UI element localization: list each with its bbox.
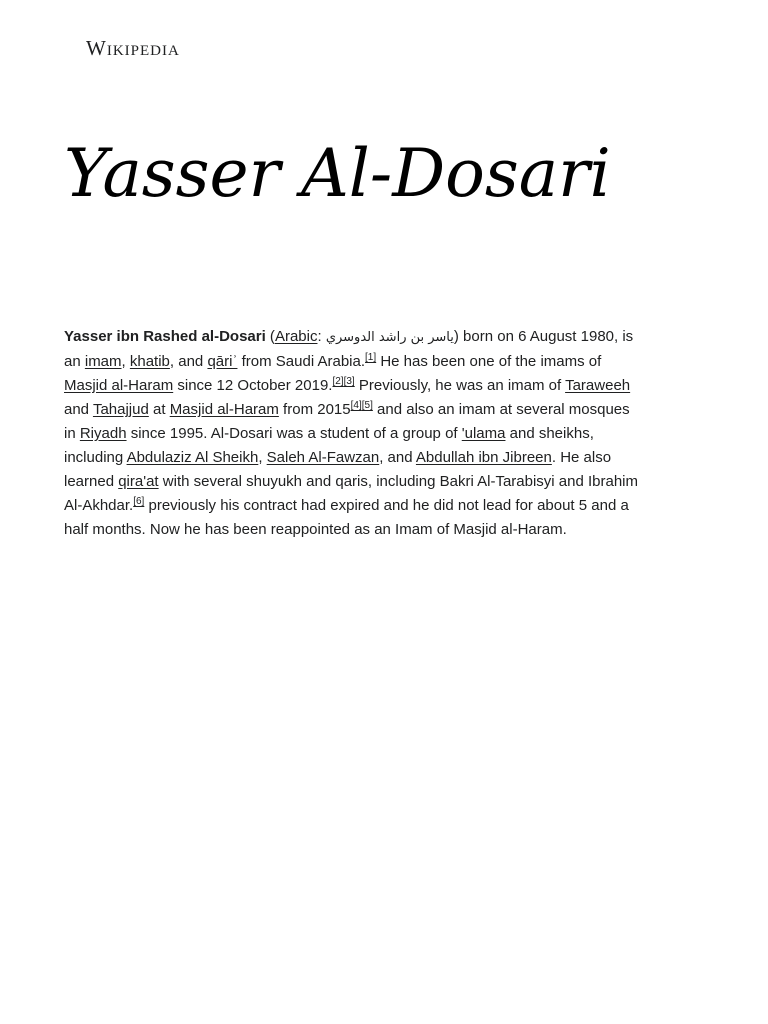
text-segment: :: [317, 328, 326, 345]
article-lead-paragraph: [64, 325, 644, 542]
text-segment: ,: [258, 449, 267, 466]
link-masjid-al-haram-2[interactable]: Masjid al-Haram: [169, 401, 279, 418]
reference-4-5: [351, 400, 373, 411]
reference-link-4[interactable]: [4]: [350, 400, 362, 411]
text-segment: ) born on 6 August 1980, is an: [64, 328, 634, 370]
text-segment: since 12 October 2019.: [173, 377, 333, 394]
text-segment: He has been one of the imams of: [376, 353, 602, 370]
text-segment: from 2015: [278, 401, 351, 418]
reference-link-5[interactable]: [5]: [361, 400, 373, 411]
reference-link-3[interactable]: [3]: [343, 376, 355, 387]
text-segment: and: [64, 401, 93, 418]
text-segment: and also an imam at several mosques in: [64, 401, 630, 442]
subject-name: Yasser ibn Rashed al-Dosari: [64, 328, 266, 345]
reference-link-1[interactable]: [1]: [365, 352, 377, 363]
link-imam[interactable]: imam: [84, 353, 122, 370]
wikipedia-logo[interactable]: Wikipedia: [86, 36, 180, 60]
reference-link-6[interactable]: [6]: [133, 496, 145, 507]
link-abdullah-ibn-jibreen[interactable]: Abdullah ibn Jibreen: [415, 449, 552, 466]
text-segment: since 1995. Al-Dosari was a student of a group of: [126, 425, 462, 442]
text-segment: Previously, he was an imam of: [354, 377, 566, 394]
link-saleh-al-fawzan[interactable]: Saleh Al-Fawzan: [266, 449, 380, 466]
text-segment: . He also learned: [64, 449, 612, 490]
link-qari[interactable]: qāriʾ: [207, 353, 238, 370]
text-segment: , and: [169, 353, 208, 370]
text-segment: at: [148, 401, 170, 418]
reference-2-3: [332, 376, 354, 387]
text-segment: and sheikhs, including: [64, 425, 594, 466]
link-abdulaziz-al-sheikh[interactable]: Abdulaziz Al Sheikh: [126, 449, 259, 466]
text-segment: previously his contract had expired and he did not lead for about 5 and a half months. Now he has been reappointed as an Imam of Masjid al-Haram.: [64, 497, 629, 538]
link-masjid-al-haram[interactable]: Masjid al-Haram: [64, 377, 174, 394]
link-arabic[interactable]: Arabic: [274, 328, 318, 345]
text-segment: (: [265, 328, 275, 345]
link-ulama[interactable]: 'ulama: [461, 425, 506, 442]
text-segment: , and: [379, 449, 416, 466]
link-riyadh[interactable]: Riyadh: [79, 425, 127, 442]
link-qiraat[interactable]: qira'at: [118, 473, 159, 490]
link-khatib[interactable]: khatib: [129, 353, 170, 370]
page-title: Yasser Al-Dosari: [64, 135, 611, 212]
reference-link-2[interactable]: [2]: [332, 376, 344, 387]
text-segment: ,: [121, 353, 130, 370]
reference-6: [133, 496, 144, 507]
arabic-name: ياسر بن راشد الدوسري: [325, 330, 454, 345]
link-tahajjud[interactable]: Tahajjud: [92, 401, 149, 418]
link-taraweeh[interactable]: Taraweeh: [565, 377, 631, 394]
text-segment: from Saudi Arabia.: [237, 353, 366, 370]
reference-1: [365, 352, 376, 363]
text-segment: with several shuyukh and qaris, including Bakri Al-Tarabisyi and Ibrahim Al-Akhdar.: [64, 473, 639, 514]
